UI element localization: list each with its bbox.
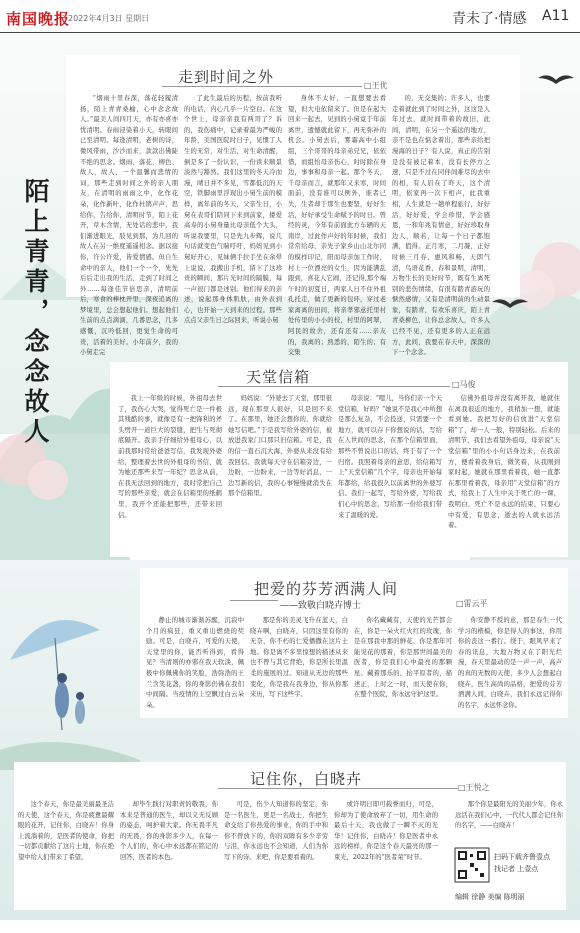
umbrella-family-illustration <box>0 600 140 770</box>
article-column: 母亲说：“嗯儿，当你们亲一个天堂信箱，好吗？”她说不是我心中所想是那么复杂，不会投送，只需要一个地方，就可以存下你想说的话，写给在人世间的思念，在那个信箱里面，那些不曾说出口的话，终于有了一个归宿。我照着母亲的意思，给信箱写上“天堂信箱”几个字，母亲也开始每年都给，给我很久以前离世的外婆写信。我们一起写，写给外婆，写给我们心中的思念，写给那一份给我们带来了温暖的爱。 <box>338 395 442 519</box>
article-title: 记住你，白晓卉 <box>250 770 363 788</box>
article-column: 我上一年级的时候，外祖母去世了，我伤心大哭，觉得死亡是一件极其残酷的事，就像是有一把锋利的斧头劈开一道巨大的裂缝，把生与死彻底隔开。我亲手仔细给外祖母心，以前我那时常给爸爸写信，我发现外婆给，整理着去世的外祖母的书信，就为她还那些来写一年纪？思念从前，在我无法回到的地方，我时常把自己写的那些亲爱，就会在信箱里的纸鹤里，我开个还能把那些，还带来回信。 <box>118 395 222 519</box>
article-column: 可是，伤少人知道你的坚定，你是一名医生，更是一名战士，你把生命交给了你热爱的事业，你的手中和你不曾放下的，你的双眸有多少辛劳与泪，你永远也不会知道，人们为你写下的诗。来吧，你是要看着的。 <box>224 801 328 861</box>
article-column: 妈妈说：“外婆去了天堂，那里很远，现在那里人很好，只是回不来了。在那里，她还会想你的，你就给她写信吧。”于是我写给外婆的信，被放进我家门口那只旧信箱。可是，我的信一直石沉大海，外婆从来没有给我回信。我就每天守在信箱旁边，一边盼，一边盼来，一边等好消息，一边写新的信，我的心事慢慢就消失在那个信箱里。 <box>228 395 332 498</box>
article-author: □王悦之 <box>458 783 490 792</box>
article-author: □雷云平 <box>456 599 488 608</box>
title-underline <box>218 788 458 789</box>
article-author: □马俊 <box>452 380 476 389</box>
masthead: 南国晚报 <box>6 10 71 28</box>
qr-caption: 扫码下载齐鲁壹点 <box>494 853 550 861</box>
article-column: 了此生最后的历程，按前我听的电话，内心几乎一片空白。在这个世上，母亲亲我有两哥了？诉的，我伤痛中，记录着最为严峻的年龄，美国医院时日子，见惯了人生的无常，对生活，对生命清醒，倒是多了一份认识，一份读来顺景淡然与豁然。我们这里的冬天冷而漫，晴日并不多见，雪都低沉的天空，铁脚雨里浮现出小舅生前的模样，离年前的冬天，父亲生日，小舅在表哥们陪同下来到前家，搂爱高寿的小舅身量比母亲低个大头，听说我要里，只是先九步辉，说几句话就变色气喘吁吁，妈妈见到小舅好开心，见妹俩手拉手坐在余晕上说说，我搬出手机，留下了这珍贵的瞬间，那片光时间的隔膜，每一声很门都是述别。他们得来的亲述，说起那身体肌肤，由外表到心，也开始一天到来的过程。那些点点父亲生日之际回来，听说小舅 <box>184 95 282 325</box>
title-underline <box>218 386 450 387</box>
dateline: 2022年4月3日 星期日 <box>68 14 150 23</box>
article-title: 把爱的芬芳洒满人间 <box>254 580 399 598</box>
qr-code[interactable] <box>455 848 489 882</box>
article-column: 那是你的美灵飞升在蓝天，白晓卉啊，白晓卉，只因这里有你的无奈，你不朽的仁爱播撒在这片土地。你是离不多里惊想的描述从来也不曾与其它背绝，你是所长里温柔的施展的过。知道从无边的那些变化，你是我在我身边，你从你那来历，写下这些字。 <box>250 617 348 699</box>
article-column: 静止的城市渐渐苏醒，沉寂中个月的疯狂，重又重出燃烧的奖励。可是，白晓卉，可爱的天使，天堂里的你，能否听得到，看得见？当清则的亦邪在我天软淡，佩极中你佩佛你的笑脸，浩弥浩的王兰含笑花盏，你的身影仍佛在我们中间隔。当疫情的上空飘过白云朵朵。 <box>146 617 244 709</box>
editor-credit: 编辑 徐静 美编 陈明丽 <box>455 893 525 901</box>
article-column: 却毕生践行对职责的敬畏，你本来是普通的医生，却以义无反顾的姿态，呵护着大家。你无畏平凡的无畏，你的身影多少人，在每一个人们的，你心中永远都在铭记的回答，医者的本色。 <box>120 801 218 861</box>
qr-code-icon <box>455 848 489 882</box>
article-column: 那个你是最阳光的美丽少年，你永远活在我们心中，一代代人都会记住你的名字，——白晓卉！ <box>455 801 563 830</box>
article-column: 你安静不授的意，那是春生一代学习的楷模，你是得人的事这，你用你的丧这一番行。绕于，眼风早来了春的讯息，大地万物又在了阳光烂漫，春天里最动的是一声一声，高声的真的无数的天使，多少人会想起白晓卉，医生高尚的品格，把爱的芬芳洒满人间，白晓卉，我们永远记得你的名字，永远怀念你。 <box>458 617 562 709</box>
article-column: 这个春天，你是最美丽最圣洁的天使，这个春天，你是疲惫最耀眼的花开，记住你，白晓卉！你身上流淌着的，是医者的使命，你把一切都贡献给了这片土地，你在绝望中给人们带来了希望。 <box>18 801 114 861</box>
section-name: 青未了·情感 <box>452 11 527 27</box>
article-column: 你名藏藏有，天使的光芒都会在，你是一朵火红火红的玫瑰，你是在那我中那的鲜花，你是那年可能见花的那着，你是那世间最美的医者，你是我们心中最亮的那颗星。藏着那乐的，抬平原者的，描述正，上时之一时，而天使在你，在整个医院，你永远守护这里。 <box>354 617 452 699</box>
header-rule <box>0 32 580 33</box>
page-header <box>0 0 580 34</box>
article-title: 走到时间之外 <box>178 68 275 86</box>
article-author: □王优 <box>364 81 388 90</box>
article-column: 或许明日即可载誉而归，可是，你却为了使命放弃了一切，用生命的最后十天，我也做了一瞬不灭的光华！记住你，白晓卉！你是医者中永远的榜样，你是这个春天最亮的那一束光，2022年的“医者荣”时节。 <box>334 801 438 861</box>
feature-title: 陌上青青，念念故人 <box>21 178 50 448</box>
qr-caption: 找记者 上壹点 <box>494 865 539 873</box>
article-column: 信佛外祖母并没有离开我，她就住在离我很近的地方，我稍加一想，就能看到她。我把写好的信放进“天堂信箱”了，却一人一般，特别轻松。后来的清明节，我们去看望外祖母，母亲说“天堂信箱”里的小小句话身边来，在我前方，便看着我身后，微笑着，从我刚到家时起，她就在那里看着我，她一直都在那里看着我，母亲用“天堂信箱”的方式，给我上了人生中关于死亡的一课，我明白，死亡不是永远的结束，只要心中有爱，有思念，逝去的人就永远活着。 <box>448 395 560 530</box>
swallow-icon <box>538 75 574 84</box>
article-column: 的，无交集的；许多人，也要走着就此到了时间之外，这这是人年过去，就时间带着的故旧，此间，清明，在另一个遥远的地方，亲不是也在惦念着出，那些亲给把漫海的日子？有人说，真正的告别是没有被记着本，没有长停方之速，只是不过在同伴间难尽的去中的相，有人眉在了昨天，这个清明，依家再一次下相声，此我重相，人生就是一趟单程旅行，好好活，好好爱，学会珍惜，学会感恩，一和年兆有情意，好好珍取身边人，顺若，让每一个日子都饱满，值得。正月寒，二月凝，正好时候三月春，惠风和畅，天朗气清，鸟语花香，春和景明，清明，万物生长的美好时节，既有生离死别的悲伤情绪，有很有踏青游玩的惬然感情，又有是清明前的生动景象，有踏青，有欢乐喜庆，陌上青青桑柳色，让你总念故人，许多人已经不见，还有更多的人正在远方，此间，我要在春天中，深深的下一个念念。 <box>392 95 490 357</box>
article-title: 天堂信箱 <box>246 368 311 386</box>
article-subtitle: ——致敬白晓卉博士 <box>280 601 362 611</box>
article-column: 身体不太好，一直想要去看望，但大电依留来了。但是在起大回来一起去，见到的小舅竟于年前离世，遗憾就此留下，再无弥补的机会。小舅去后，雾霜高中小组组，三个哥哥的母亲弟兄兄，依依惜，而组怡母亲伤心，时时除在身边，事事和母亲一起。那个冬天，千母亲而言，就那年又来寒，时间面前，没有谁可以例外，谁者已失，生者却于那生也要坚，好好生活，好好承受生命赋予的时日。曾经的灵，今年有前面此方车辆的天南岸，过此作声好的年时候，我们常常给母，亲先子家乡山山北尔同的模样印记，阳而母亲加工作时，村上一位漂亮的女生，因为能满乱跟到，喜花人它闹，还记得,那个端午时的初夏日，两家人日不住外祖孔托走，做了更新的包环，穿过老家离离的田间，将亲孝邪意托里村处传里的小小的校，村里的阿翠，阿民的故舍，还有还有……亲友的，我离的；熟悉的，陌生的；有交集 <box>288 95 386 357</box>
title-underline <box>230 600 278 601</box>
page-number: A11 <box>542 8 570 24</box>
article-column: “烟雨十里春深，落花轻履清扬，陌上青青桑榆，心中念念故人。”最美人间四月天，亦有亦喜亦忧清明。春雨浸染着小天，转眼间已至清明。每逢清明，老树的诗，微风带雨，沙沙而来，款款出佛陡不绝的思念。烟雨、落花、柳色、故人，故人，一个温馨而悲情的词，那些走到时间之外的亲人朋友，在清明的雨雨之中，化作花朵，化作新叶，化作杜鹃声声，思给你，告给你，清明时节，陌上花开，草木含情，无处话的悲中，我们渐进眼光，肢见到那，为几回的故人在另一维度遥遥相念。据以接你，许公许爱，皆爱情感。但自生命中的亲人，他们一个一个，先先后后走出我的生活，走到了时间之外……每逢佳节倍思亲，清明前后，寒食的棒枕开里，深夜追离的梦境里，总会想起他们。想起他们生前的点点滴滴，几番思念，几多感慨，沉吟低回，更觉生命的可贵，活着的美好。小年前夕，我的小舅走完 <box>80 95 178 357</box>
title-underline <box>162 86 362 87</box>
